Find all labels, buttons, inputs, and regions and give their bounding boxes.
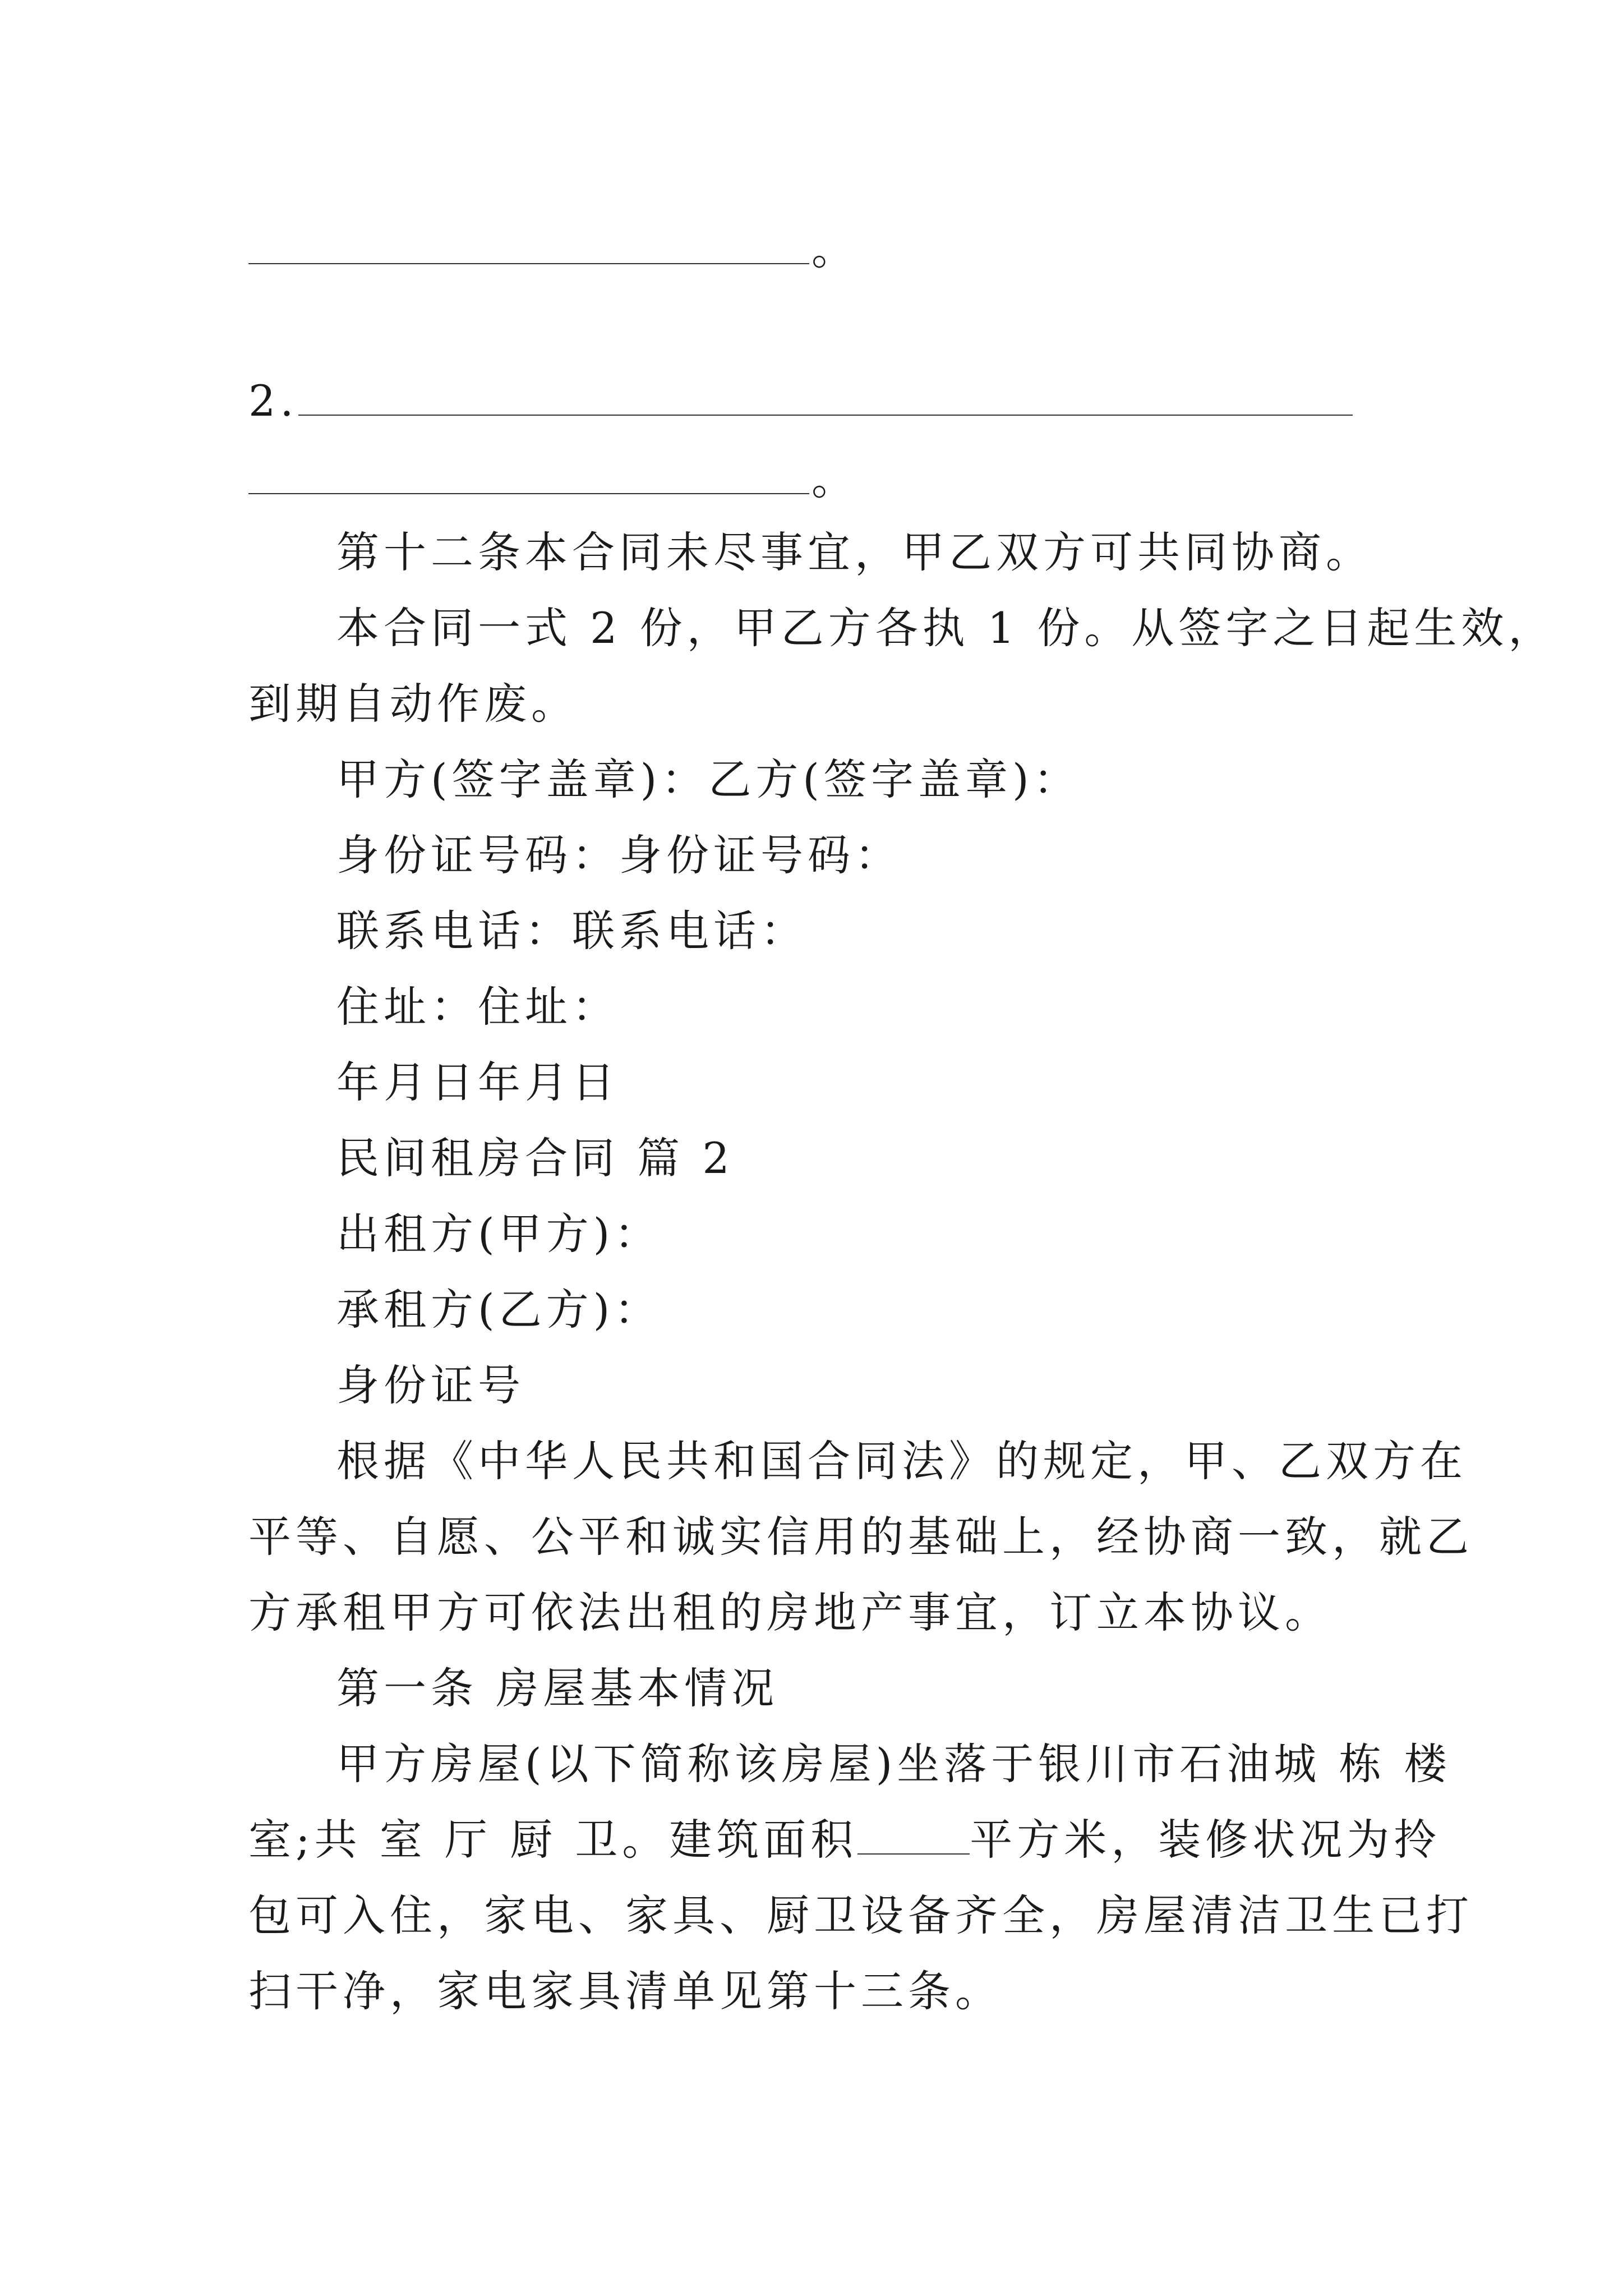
house-info-line-3: 包可入住，家电、家具、厨卫设备齐全，房屋清洁卫生已打: [248, 1890, 1473, 1940]
blank-underline: [298, 381, 1353, 416]
fill-blank-line-3: 。: [248, 452, 859, 508]
copies-clause-line-1: 本合同一式 2 份，甲乙方各执 1 份。从签字之日起生效，: [336, 603, 1556, 653]
fill-blank-line-1: 。: [248, 222, 859, 278]
item-number: 2.: [248, 376, 298, 426]
blank-underline: [248, 459, 809, 494]
signature-phones: 联系电话：联系电话：: [336, 906, 808, 956]
house-info-line-2: 室;共 室 厅 厨 卫。建筑面积 平方米，装修状况为拎: [248, 1815, 1441, 1865]
preamble-line-1: 根据《中华人民共和国合同法》的规定，甲、乙双方在: [336, 1436, 1467, 1486]
house-info-line-4: 扫干净，家电家具清单见第十三条。: [248, 1966, 1002, 2016]
lessor-label: 出租方(甲方)：: [336, 1209, 662, 1259]
lessee-label: 承租方(乙方)：: [336, 1285, 662, 1335]
blank-underline: [248, 229, 809, 264]
id-number-label: 身份证号: [336, 1360, 525, 1410]
fill-blank-line-2: [248, 373, 1353, 429]
signature-parties: 甲方(签字盖章)：乙方(签字盖章)：: [336, 754, 1081, 804]
preamble-line-3: 方承租甲方可依法出租的房地产事宜，订立本协议。: [248, 1588, 1332, 1637]
signature-dates: 年月日年月日: [336, 1057, 619, 1107]
signature-id-numbers: 身份证号码：身份证号码：: [336, 830, 902, 880]
article-1-title: 第一条 房屋基本情况: [336, 1663, 779, 1713]
signature-addresses: 住址：住址：: [336, 982, 619, 1032]
copies-clause-line-2: 到期自动作废。: [248, 679, 578, 729]
preamble-line-2: 平等、自愿、公平和诚实信用的基础上，经协商一致，就乙: [248, 1512, 1473, 1562]
house-info-line-1: 甲方房屋(以下简称该房屋)坐落于银川市石油城 栋 楼: [336, 1739, 1451, 1789]
clause-12: 第十二条本合同未尽事宜，甲乙双方可共同协商。: [336, 527, 1373, 577]
area-blank-underline: [857, 1820, 970, 1855]
section-title: 民间租房合同 篇 2: [336, 1133, 734, 1183]
